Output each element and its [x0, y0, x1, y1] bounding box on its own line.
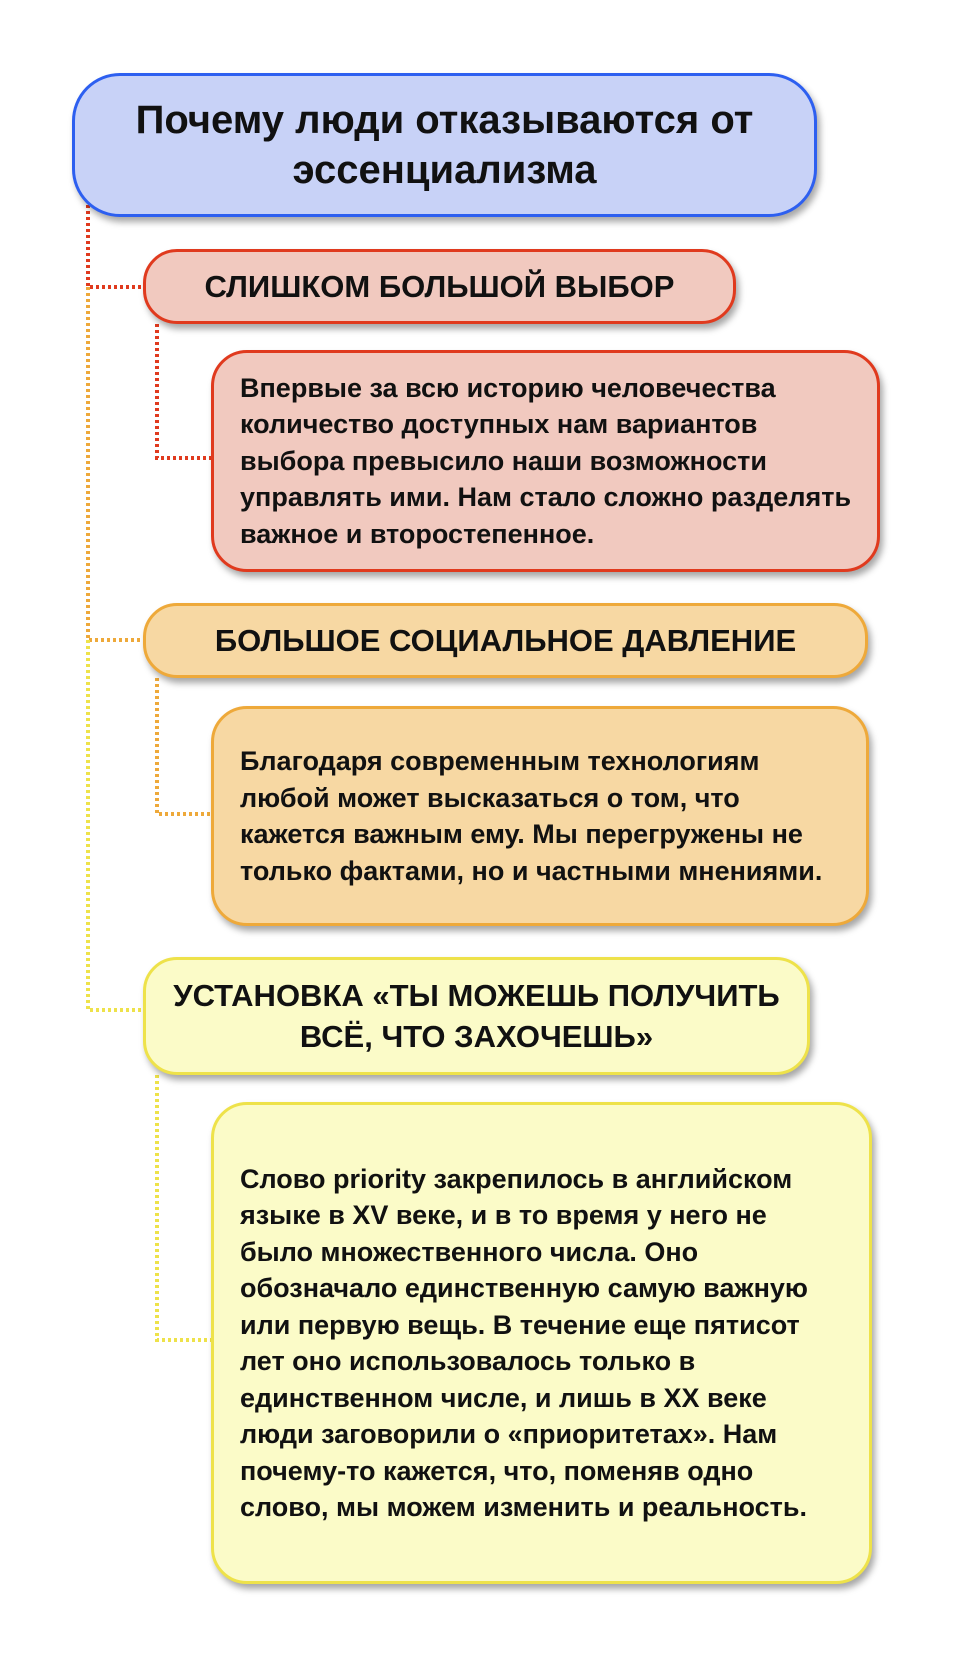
heading-text: БОЛЬШОЕ СОЦИАЛЬНОЕ ДАВЛЕНИЕ [214, 622, 797, 658]
heading-text: УСТАНОВКА «ТЫ МОЖЕШЬ ПОЛУЧИТЬ ВСЁ, ЧТО ЗАХОЧЕШЬ» [173, 978, 780, 1054]
detail-text: Впервые за всю историю человечества количество доступных нам вариантов выбора превысило наши возможности управлять ими. Нам стало сложно разделять важное и второстепенное. [240, 372, 852, 549]
detail-text: Благодаря современным технологиям любой может высказаться о том, что кажется важным ему. Мы перегружены не только фактами, но и частными мнениями. [240, 746, 823, 886]
root-title-box [72, 73, 817, 217]
connector-root-to-yellow [88, 640, 143, 1010]
detail-have-it-all [211, 1102, 872, 1584]
connector-root-to-red [88, 205, 143, 287]
root-title: Почему люди отказываются от эссенциализма [135, 98, 754, 192]
heading-too-much-choice [143, 249, 736, 324]
connector-yellow-to-detail [157, 1075, 211, 1340]
detail-text: Слово priority закрепилось в английском языке в XV веке, и в то время у него не было множественного числа. Оно обозначало единственную самую важную или первую вещь. В течение еще пятисот лет оно использовалось только в единственном числе, и лишь в XX веке люди заговорили о «приоритетах». Нам почему-то кажется, что, поменяв одно слово, мы можем изменить и реальность. [240, 1163, 808, 1522]
heading-text: СЛИШКОМ БОЛЬШОЙ ВЫБОР [204, 268, 675, 304]
detail-social-pressure [211, 706, 869, 926]
heading-have-it-all [143, 957, 810, 1075]
connector-orange-to-detail [157, 678, 211, 814]
detail-too-much-choice [211, 350, 880, 572]
connector-red-to-detail [157, 324, 211, 458]
heading-social-pressure [143, 603, 868, 678]
connector-root-to-orange [88, 287, 143, 640]
